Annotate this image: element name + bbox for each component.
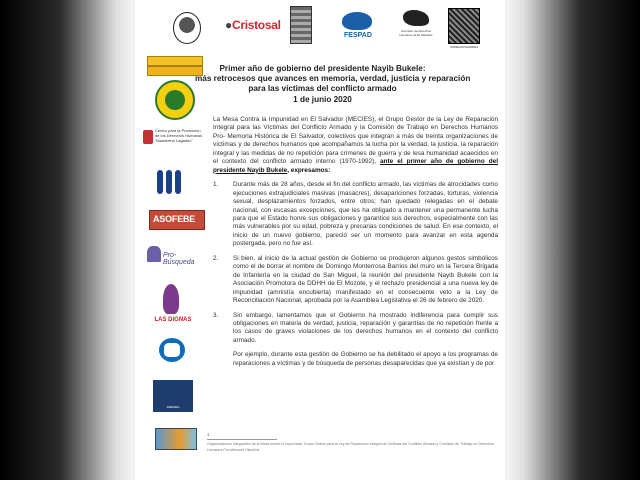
sidebar-logos xyxy=(135,50,205,450)
item-number: 1. xyxy=(213,181,219,189)
fespad-logo xyxy=(340,10,374,44)
cristosal-logo-text: Cristosal xyxy=(231,18,281,32)
asofebe-logo-text: ASOFEBE xyxy=(153,214,196,224)
comision-logo-text: Comisión de Derechos Humanos de El Salvador xyxy=(399,29,433,37)
cristosal-logo: ●Cristosal xyxy=(225,18,281,32)
las-dignas-logo-text: LAS DIGNAS xyxy=(154,317,192,323)
title-line-2: más retrocesos que avances en memoria, verdad, justicia y reparación xyxy=(195,74,471,84)
item-text: Si bien, al inicio de la actual gestión de Gobierno se produjeron algunos gestos simbólicos como el de borrar el nombre de Domingo Monterrosa Barrios del muro en la Tercera Brigada de Infantería en la ciudad de San Miguel, la reunión del presidente Nayib Bukele con la Asociación Promotora de DDHH de El Mozote, y el rechazo presidencial a una nueva ley de impunidad (amnistía encubierta) manifestado en el consecuente veto a la Ley de Reconciliación Nacional, aprobada por la Asamblea Legislativa el 26 de febrero de 2020. xyxy=(233,254,498,305)
title-line-3: para las víctimas del conflicto armado xyxy=(248,84,397,94)
footnote-text: Organizaciones integrantes de la Mesa contra la Impunidad, Grupo Gestor para la Ley de Reparación integral de Víctimas del Conflicto Armado y Comisión de Trabajo en Derechos Humanos Pro-Memoria Histórica. xyxy=(207,442,494,452)
footnote xyxy=(207,432,497,453)
blue-round-logo xyxy=(159,338,185,362)
intro-paragraph xyxy=(213,116,498,175)
venus-symbol-icon xyxy=(163,284,179,314)
madres-logo-text: CODEFAM MADRES xyxy=(449,45,479,49)
fespad-fish-icon xyxy=(342,12,372,30)
family-icon xyxy=(147,246,161,262)
madres-romero-logo xyxy=(448,8,480,49)
footnote-marker: 1 xyxy=(207,432,210,437)
list-item xyxy=(213,181,498,249)
title-line-1: Primer año de gobierno del presidente Nayib Bukele: xyxy=(219,64,426,73)
tower-emblem-logo xyxy=(290,6,312,44)
las-dignas-logo xyxy=(154,284,192,328)
asofebe-logo xyxy=(149,210,205,230)
centro-icon xyxy=(143,130,153,144)
list-item xyxy=(213,312,498,346)
intro-bold-text: ante el primer año de gobierno del presidente Nayib Bukele xyxy=(213,158,498,174)
top-logo-strip xyxy=(135,4,505,48)
title-date: 1 de junio 2020 xyxy=(293,94,352,104)
comision-ddhh-logo xyxy=(397,10,435,44)
fespad-logo-text: FESPAD xyxy=(344,32,372,39)
document-body xyxy=(213,116,498,374)
amdh-logo xyxy=(153,380,193,412)
map-icon xyxy=(403,10,429,26)
intro-text: La Mesa Contra la Impunidad en El Salvador (MECIES), el Grupo Gestor de la Ley de Reparación Integral para las Víctimas del Conflicto Armado y la Comisión de Trabajo en Derechos Humanos Pro- Memoria Histórica de El Salvador, colectivos que integran a más de treinta organizaciones de víctimas y de derechos humanos que acompañamos la lucha por la verdad, la justicia, la reparación integral y las medidas de no repetición para crímenes de guerra y de lesa humanidad acaecidos en el contexto del conflicto armado interno (1970-1992), xyxy=(213,116,498,166)
romero-seal-logo xyxy=(173,12,201,44)
document-title xyxy=(195,64,471,105)
circular-emblem-logo xyxy=(155,80,195,120)
item-text: Sin embargo, lamentamos que el Gobierno ha mostrado indiferencia para cumplir sus obligaciones en materia de verdad, justicia, reparación y garantías de no repetición frente a los casos de graves violaciones de los derechos humanos en el contexto del conflicto armado. xyxy=(233,311,498,344)
list-item xyxy=(213,255,498,306)
centro-promocion-logo xyxy=(143,128,205,162)
closing-paragraph: Por ejemplo, durante esta gestión de Gobierno se ha debilitado el apoyo a los programas de reparaciones a víctimas y de búsqueda de personas desaparecidas que ya existían y de por xyxy=(233,351,498,367)
centro-logo-text: Centro para la Promoción de los Derechos Humanos "Madeleine Lagadec" xyxy=(155,128,203,143)
intro-end-text: , expresamos: xyxy=(287,166,331,174)
mural-art-logo xyxy=(155,428,197,450)
item-text: Durante más de 28 años, desde el fin del conflicto armado, las víctimas de atrocidades como ejecuciones extrajudiciales masivas (masacres), desapariciones forzadas, torturas, violencia sexual, desplazamientos forzados, entre otros; han quedado relegadas en el debate nacional, con escasas excepciones, que les ha obligado a mantener una permanente lucha para que el Estado honre sus obligaciones y garantice sus derechos, especialmente con las más vulnerables por su edad, pobreza y precarias condiciones de salud. En ese contexto, el inicio de un nuevo gobierno, pareció ser un momento para avanzar en esta agenda postergada, pero no fue así. xyxy=(233,181,498,248)
item-number: 2. xyxy=(213,254,219,262)
figures-logo xyxy=(155,168,189,198)
probusqueda-logo xyxy=(147,246,205,266)
item-number: 3. xyxy=(213,311,219,319)
document-page xyxy=(135,0,505,480)
probusqueda-logo-text: Pro-Búsqueda xyxy=(163,252,195,266)
footnote-divider xyxy=(207,439,277,440)
amdh-logo-text: AMDHES xyxy=(166,405,180,409)
